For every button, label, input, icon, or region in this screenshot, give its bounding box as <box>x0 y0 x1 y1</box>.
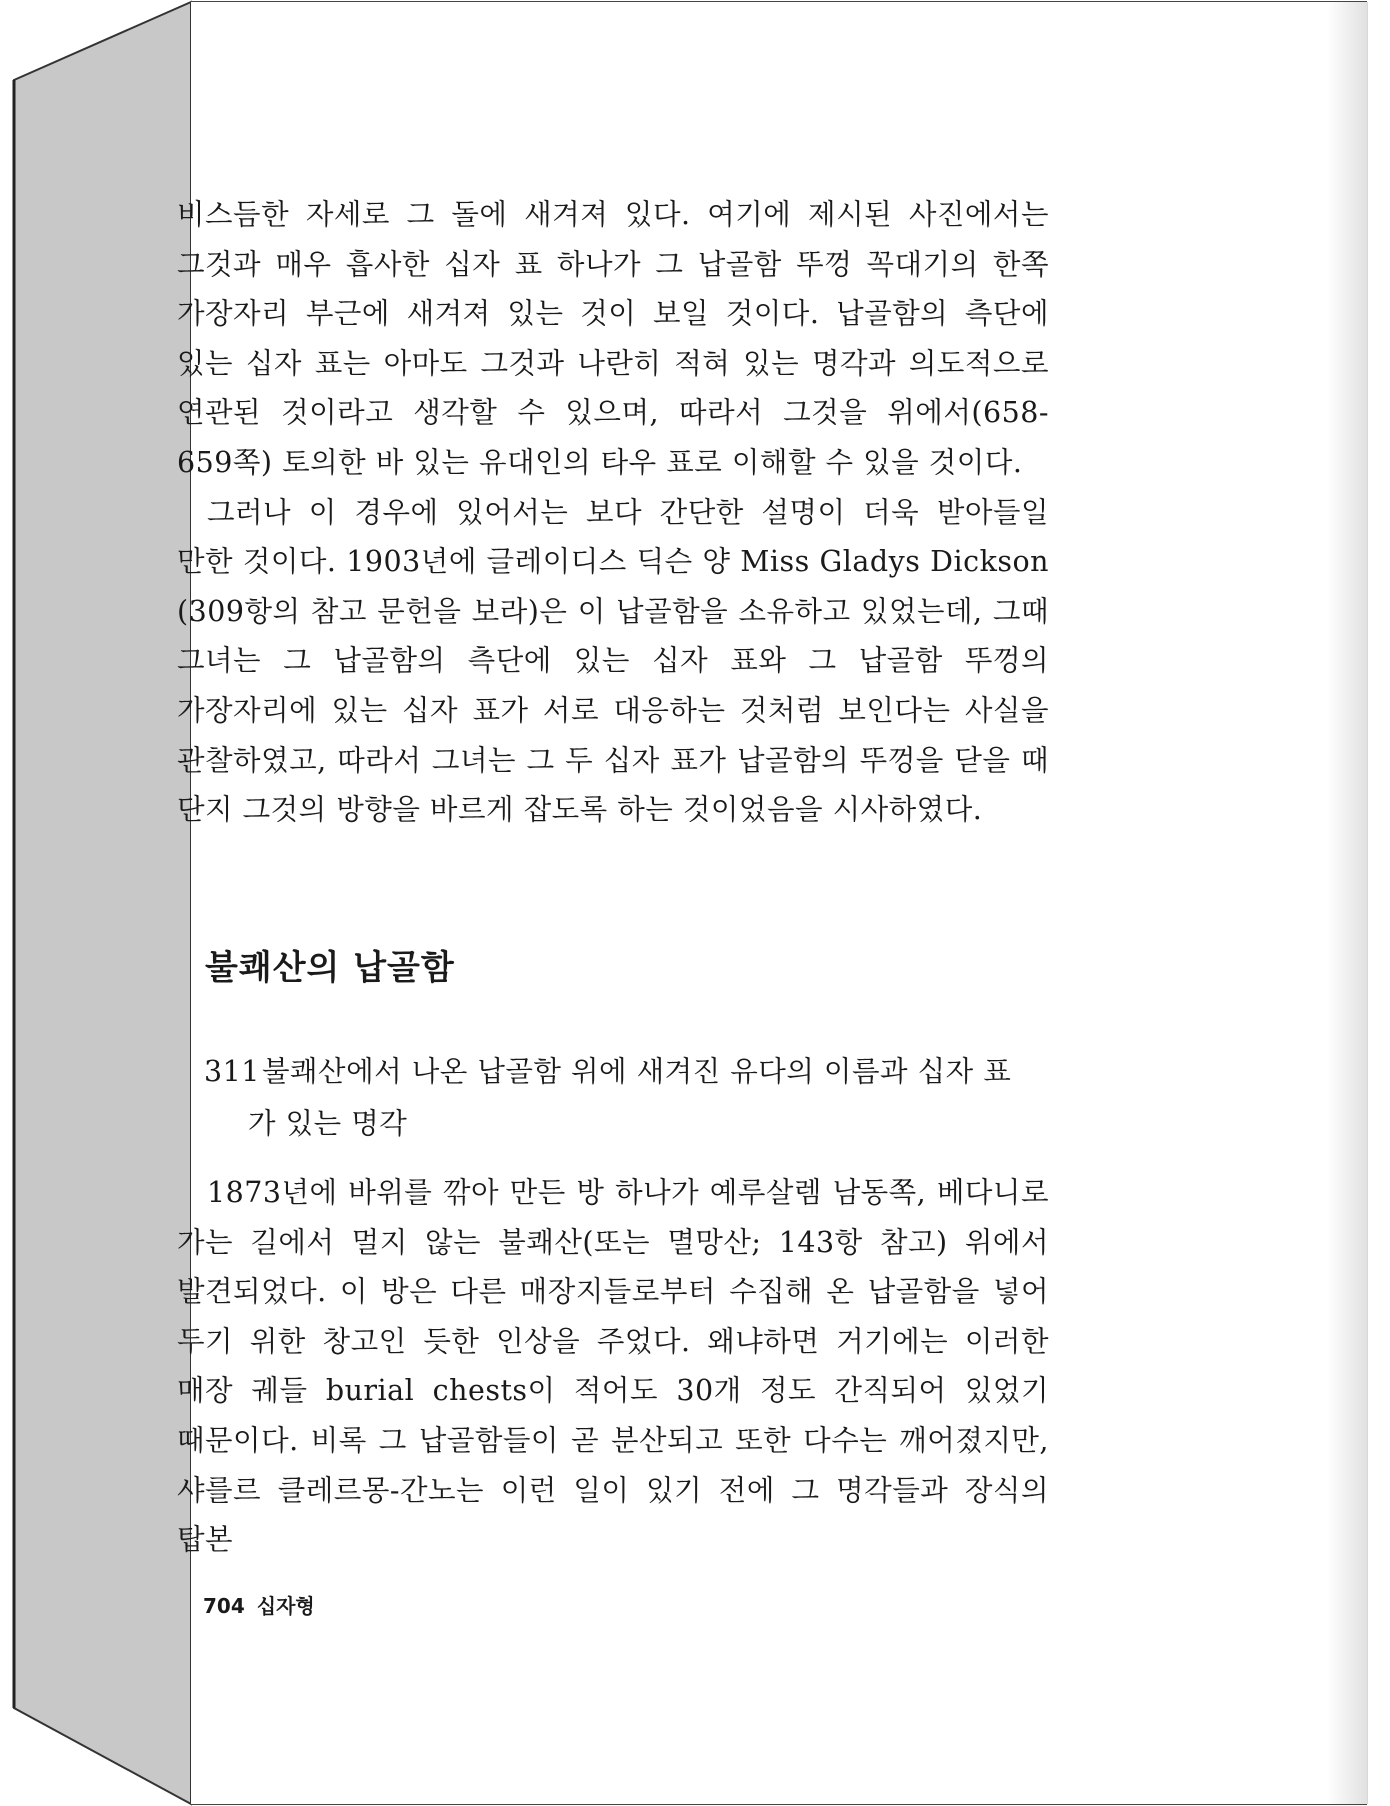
top-text-block <box>177 190 1049 835</box>
section-heading: 불쾌산의 납골함 <box>205 948 455 988</box>
item-title-line2: 가 있는 명각 <box>248 1107 408 1140</box>
item-title-line1: 불쾌산에서 나온 납골함 위에 새겨진 유다의 이름과 십자 표 <box>262 1055 1012 1088</box>
catalog-item <box>204 1046 1050 1150</box>
book-spine-face <box>14 2 191 1804</box>
page-edge-shadow <box>1327 2 1367 1804</box>
paragraph-3: 1873년에 바위를 깎아 만든 방 하나가 예루살렘 남동쪽, 베다니로 가는 길에서 멀지 않는 불쾌산(또는 멸망산; 143항 참고) 위에서 발견되었다. 이 방은 다른 매장지들로부터 수집해 온 납골함을 넣어 두기 위한 창고인 듯한 인상을 주었다. 왜냐하면 거기에는 이러한 매장 궤들 burial chests이 적어도 30개 정도 간직되어 있었기 때문이다. 비록 그 납골함들이 곧 분산되고 또한 다수는 깨어졌지만, 샤를르 클레르몽-간노는 이런 일이 있기 전에 그 명각들과 장식의 탑본 <box>177 1176 1049 1557</box>
page-number: 704 <box>203 1594 245 1618</box>
paragraph-1: 비스듬한 자세로 그 돌에 새겨져 있다. 여기에 제시된 사진에서는 그것과 매우 흡사한 십자 표 하나가 그 납골함 뚜껑 꼭대기의 한쪽 가장자리 부근에 새겨져 있는 것이 보일 것이다. 납골함의 측단에 있는 십자 표는 아마도 그것과 나란히 적혀 있는 명각과 의도적으로 연관된 것이라고 생각할 수 있으며, 따라서 그것을 위에서(658-659쪽) 토의한 바 있는 유대인의 타우 표로 이해할 수 있을 것이다. <box>177 198 1049 479</box>
paragraph-2: 그러나 이 경우에 있어서는 보다 간단한 설명이 더욱 받아들일 만한 것이다. 1903년에 글레이디스 딕슨 양 Miss Gladys Dickson (309항의 참고 문헌을 보라)은 이 납골함을 소유하고 있었는데, 그때 그녀는 그 납골함의 측단에 있는 십자 표와 그 납골함 뚜껑의 가장자리에 있는 십자 표가 서로 대응하는 것처럼 보인다는 사실을 관찰하였고, 따라서 그녀는 그 두 십자 표가 납골함의 뚜껑을 닫을 때 단지 그것의 방향을 바르게 잡도록 하는 것이었음을 시사하였다. <box>177 495 1049 827</box>
item-number: 311 <box>204 1055 260 1088</box>
page-footer <box>203 1590 315 1619</box>
bottom-text-block <box>177 1168 1049 1565</box>
running-section-title: 십자형 <box>256 1594 315 1618</box>
